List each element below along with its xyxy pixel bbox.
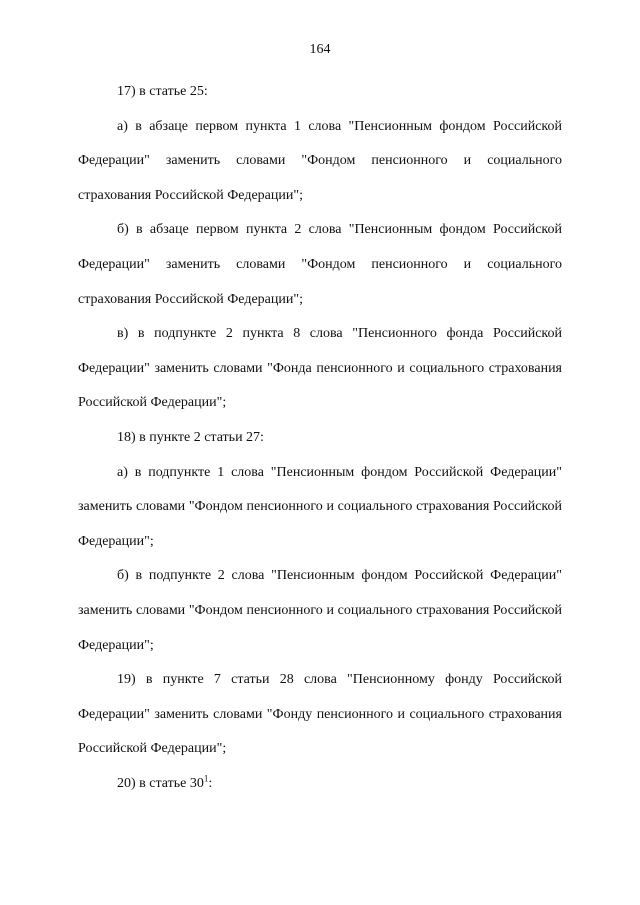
paragraph-20-text: 20) в статье 30 [117, 775, 204, 791]
paragraph-18b: б) в подпункте 2 слова "Пенсионным фондом Российской Федерации" заменить словами "Фондом пенсионного и социального страхования Российской Федерации"; [78, 568, 562, 653]
paragraph-18: 18) в пункте 2 статьи 27: [117, 429, 264, 445]
document-body [78, 75, 562, 801]
paragraph-17v: в) в подпункте 2 пункта 8 слова "Пенсионного фонда Российской Федерации" заменить словами "Фонда пенсионного и социального страхования Российской Федерации"; [78, 326, 562, 411]
paragraph-17a: а) в абзаце первом пункта 1 слова "Пенсионным фондом Российской Федерации" заменить словами "Фондом пенсионного и социального страхования Российской Федерации"; [78, 118, 562, 203]
paragraph-17b: б) в абзаце первом пункта 2 слова "Пенсионным фондом Российской Федерации" заменить словами "Фондом пенсионного и социального страхования Российской Федерации"; [78, 222, 562, 307]
paragraph-20 [78, 767, 562, 802]
paragraph-19: 19) в пункте 7 статьи 28 слова "Пенсионному фонду Российской Федерации" заменить словами "Фонду пенсионного и социального страхования Российской Федерации"; [78, 672, 562, 757]
paragraph-20-suffix: : [208, 775, 213, 791]
paragraph-20-superscript: 1 [203, 773, 209, 784]
paragraph-18a: а) в подпункте 1 слова "Пенсионным фондом Российской Федерации" заменить словами "Фондом пенсионного и социального страхования Российской Федерации"; [78, 464, 562, 549]
paragraph-17: 17) в статье 25: [117, 84, 208, 99]
page-number: 164 [309, 42, 331, 57]
